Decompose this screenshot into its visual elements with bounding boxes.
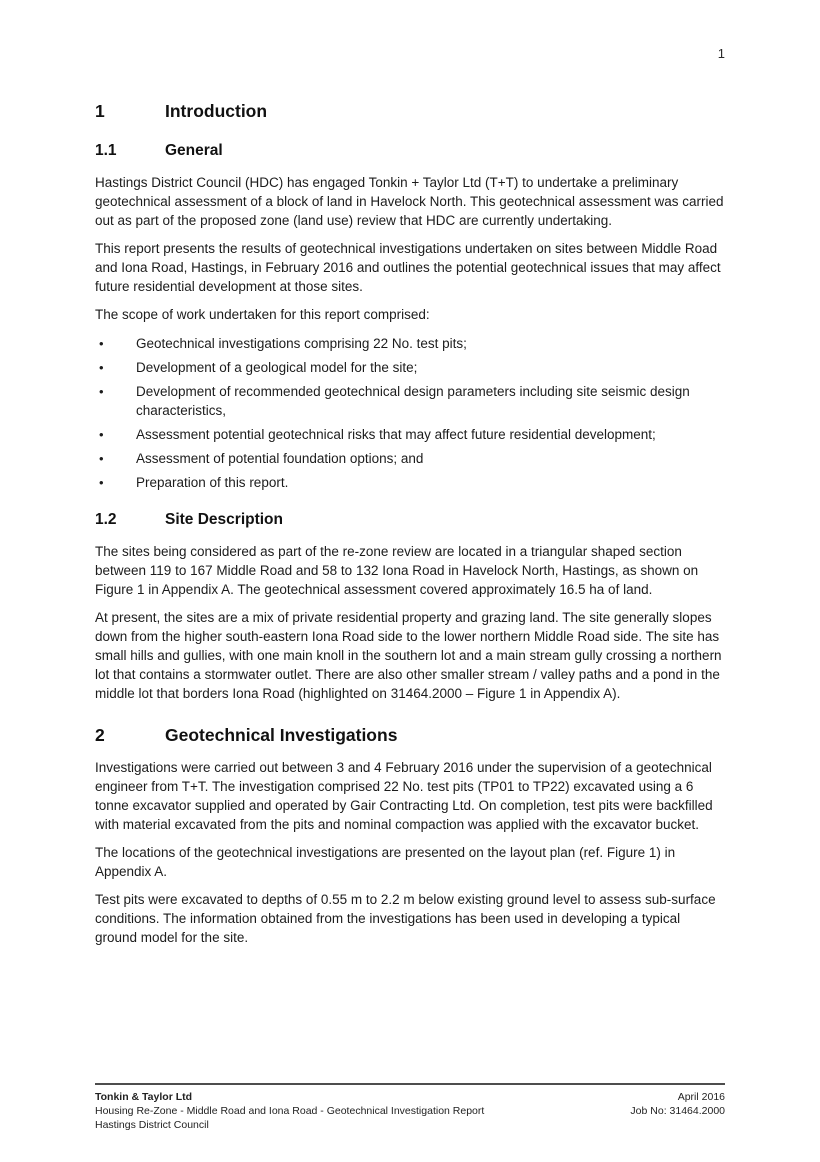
bullet-icon: • <box>99 384 104 399</box>
list-item-text: Development of recommended geotechnical design parameters including site seismic design characteristics, <box>136 384 690 418</box>
footer-client: Hastings District Council <box>95 1119 209 1131</box>
list-item-text: Assessment of potential foundation options; and <box>136 451 424 466</box>
bullet-icon: • <box>99 427 104 442</box>
footer-project: Housing Re-Zone - Middle Road and Iona Road - Geotechnical Investigation Report <box>95 1105 485 1117</box>
heading-number: 2 <box>95 725 105 745</box>
heading-title: Introduction <box>165 101 268 121</box>
paragraph-site-1: The sites being considered as part of the re-zone review are located in a triangular shaped section between 119 to 167 Middle Road and 58 to 132 Iona Road in Havelock North, Hastings, as shown on Figure 1 in Appendix A. The geotechnical assessment covered approximately 16.5 ha of land. <box>95 544 699 597</box>
list-item-text: Geotechnical investigations comprising 22 No. test pits; <box>136 336 467 351</box>
paragraph-general-2: This report presents the results of geotechnical investigations undertaken on sites between Middle Road and Iona Road, Hastings, in February 2016 and outlines the potential geotechnical issues that may affect future residential development at those sites. <box>95 241 721 294</box>
list-item-text: Preparation of this report. <box>136 475 289 490</box>
page-content <box>95 0 725 947</box>
list-item <box>95 449 725 468</box>
paragraph-scope-intro: The scope of work undertaken for this report comprised: <box>95 307 430 322</box>
bullet-icon: • <box>99 360 104 375</box>
footer-job-number: Job No: 31464.2000 <box>630 1105 725 1117</box>
list-item <box>95 473 725 492</box>
paragraph-general-1: Hastings District Council (HDC) has engaged Tonkin + Taylor Ltd (T+T) to undertake a preliminary geotechnical assessment of a block of land in Havelock North. This geotechnical assessment was carried out as part of the proposed zone (land use) review that HDC are currently undertaking. <box>95 175 724 228</box>
paragraph-site-2: At present, the sites are a mix of private residential property and grazing land. The site generally slopes down from the higher south-eastern Iona Road side to the lower northern Middle Road side. The site has small hills and gullies, with one main knoll in the southern lot and a main stream gully crossing a northern lot that contains a stormwater outlet. There are also other smaller stream / valley paths and a pond in the middle lot that borders Iona Road (highlighted on 31464.2000 – Figure 1 in Appendix A). <box>95 610 722 701</box>
heading-site-description <box>95 509 725 531</box>
paragraph-geotech-2: The locations of the geotechnical investigations are presented on the layout plan (ref. Figure 1) in Appendix A. <box>95 845 676 879</box>
heading-title: General <box>165 142 223 159</box>
heading-introduction <box>95 99 725 123</box>
list-item <box>95 358 725 377</box>
heading-number: 1.2 <box>95 511 117 528</box>
list-item <box>95 425 725 444</box>
bullet-icon: • <box>99 336 104 351</box>
heading-number: 1 <box>95 101 105 121</box>
heading-number: 1.1 <box>95 142 117 159</box>
footer-company: Tonkin & Taylor Ltd <box>95 1091 193 1103</box>
paragraph-geotech-3: Test pits were excavated to depths of 0.55 m to 2.2 m below existing ground level to assess sub-surface conditions. The information obtained from the investigations has been used in developing a typical ground model for the site. <box>95 892 716 945</box>
paragraph-geotech-1: Investigations were carried out between 3 and 4 February 2016 under the supervision of a geotechnical engineer from T+T. The investigation comprised 22 No. test pits (TP01 to TP22) excavated using a 6 tonne excavator supplied and operated by Gair Contracting Ltd. On completion, test pits were backfilled with material excavated from the pits and nominal compaction was applied with the excavator bucket. <box>95 760 713 832</box>
heading-title: Site Description <box>165 511 283 528</box>
list-item-text: Assessment potential geotechnical risks that may affect future residential development; <box>136 427 656 442</box>
page-footer <box>95 1083 725 1132</box>
heading-general <box>95 140 725 162</box>
scope-bullet-list <box>95 334 725 492</box>
bullet-icon: • <box>99 451 104 466</box>
bullet-icon: • <box>99 475 104 490</box>
list-item <box>95 382 725 420</box>
footer-right <box>630 1090 725 1132</box>
list-item <box>95 334 725 353</box>
footer-date: April 2016 <box>677 1091 725 1103</box>
page-number: 1 <box>717 46 725 61</box>
heading-title: Geotechnical Investigations <box>165 725 398 745</box>
footer-left <box>95 1090 484 1132</box>
heading-geotechnical-investigations <box>95 723 725 747</box>
list-item-text: Development of a geological model for the site; <box>136 360 418 375</box>
